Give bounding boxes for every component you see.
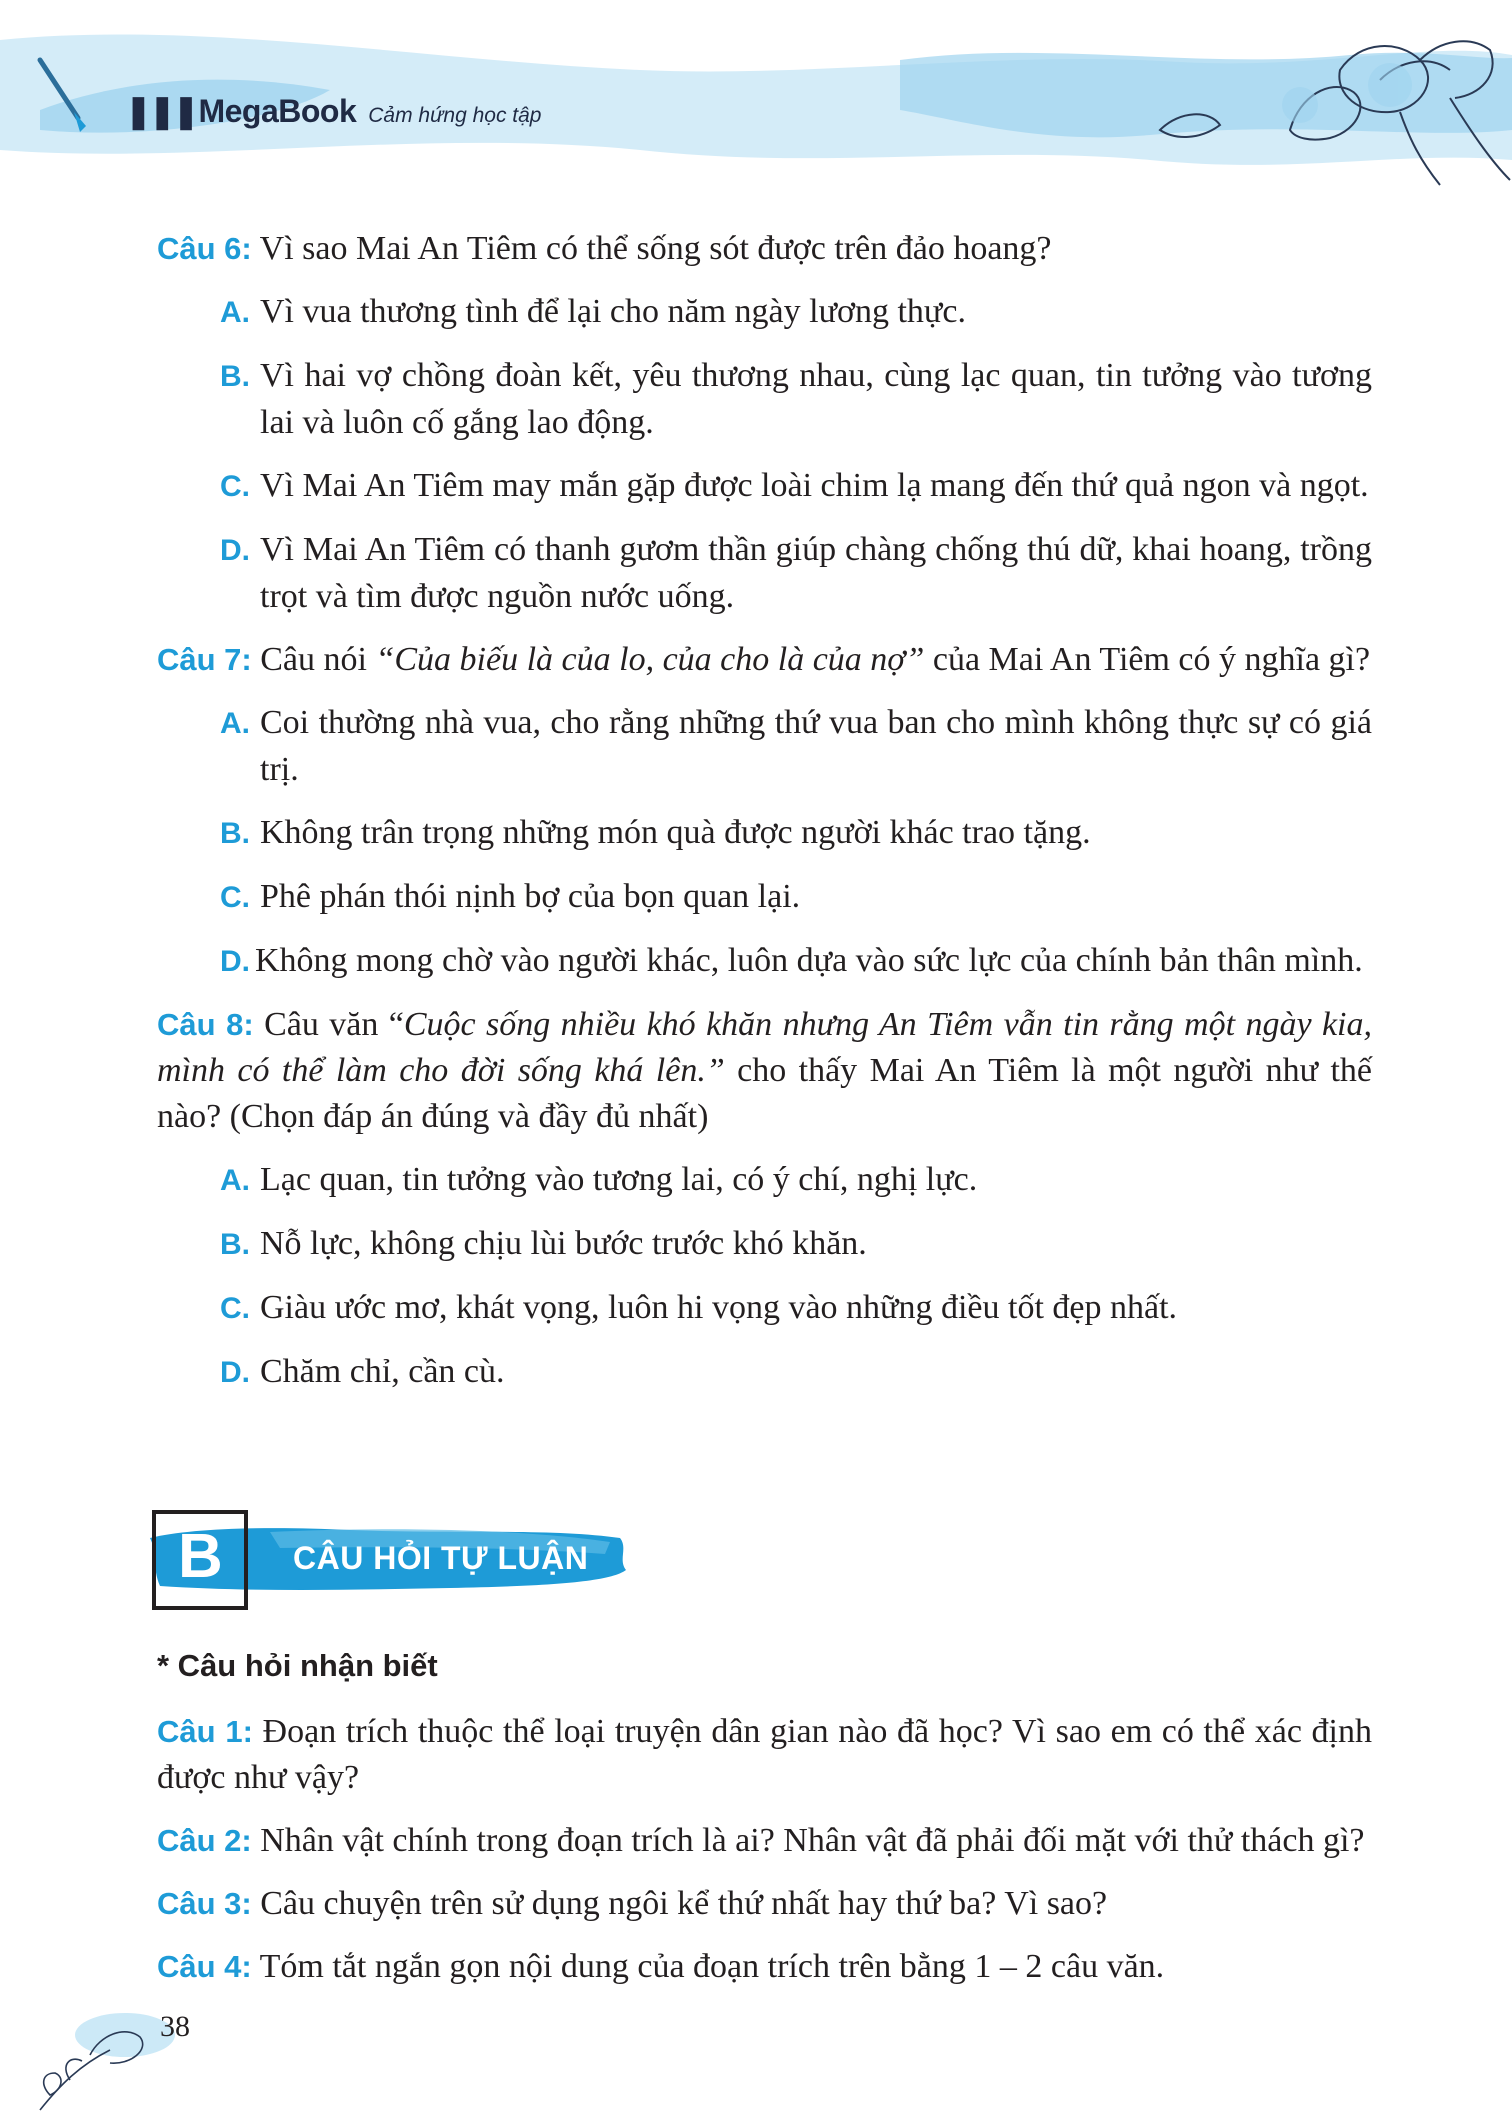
question-6-option-a: A. Vì vua thương tình để lại cho năm ngày lương thực. [220,293,966,330]
question-6-option-d: D. Vì Mai An Tiêm có thanh gươm thần giúp chàng chống thú dữ, khai hoang, trồng trọt và tìm được nguồn nước uống. [220,531,1372,615]
essay-question-2: Câu 2: Nhân vật chính trong đoạn trích là ai? Nhân vật đã phải đối mặt với thử thách gì? [157,1822,1365,1859]
brand-logo: ❚❚❚MegaBook [125,93,357,129]
section-b-letter: B [178,1522,223,1591]
essay-questions-section [157,1643,1372,2007]
question-8-option-a: A. Lạc quan, tin tưởng vào tương lai, có ý chí, nghị lực. [220,1161,978,1198]
page-number: 38 [160,2010,190,2043]
essay-question-3: Câu 3: Câu chuyện trên sử dụng ngôi kể thứ nhất hay thứ ba? Vì sao? [157,1885,1108,1922]
brand [125,92,541,130]
question-7-option-c: C. Phê phán thói nịnh bợ của bọn quan lại. [220,878,801,915]
question-7: Câu 7: Câu nói “Của biếu là của lo, của cho là của nợ” của Mai An Tiêm có ý nghĩa gì? [157,641,1371,678]
question-6-option-c: C. Vì Mai An Tiêm may mắn gặp được loài chim lạ mang đến thứ quả ngon và ngọt. [220,467,1369,504]
question-7-option-b: B. Không trân trọng những món quà được người khác trao tặng. [220,814,1091,851]
recognition-subheading: * Câu hỏi nhận biết [157,1648,438,1683]
brand-tagline: Cảm hứng học tập [368,104,542,127]
question-6-option-b: B. Vì hai vợ chồng đoàn kết, yêu thương nhau, cùng lạc quan, tin tưởng vào tương lai và luôn cố gắng lao động. [220,357,1372,441]
question-8-option-d: D. Chăm chỉ, cần cù. [220,1353,505,1390]
question-7-option-a: A. Coi thường nhà vua, cho rằng những thứ vua ban cho mình không thực sự có giá trị. [220,704,1372,788]
question-8: Câu 8: Câu văn “Cuộc sống nhiều khó khăn nhưng An Tiêm vẫn tin rằng một ngày kia, mình có thể làm cho đời sống khá lên.” cho thấy Mai An Tiêm là một người như thế nào? (Chọn đáp án đúng và đầy đủ nhất) [157,1006,1372,1135]
essay-question-1: Câu 1: Đoạn trích thuộc thể loại truyện dân gian nào đã học? Vì sao em có thể xác định được như vậy? [157,1713,1373,1796]
question-8-option-b: B. Nỗ lực, không chịu lùi bước trước khó khăn. [220,1225,867,1262]
question-6: Câu 6: Vì sao Mai An Tiêm có thể sống sót được trên đảo hoang? [157,230,1052,267]
section-b-title: CÂU HỎI TỰ LUẬN [293,1540,589,1576]
essay-question-4: Câu 4: Tóm tắt ngắn gọn nội dung của đoạn trích trên bằng 1 – 2 câu văn. [157,1948,1165,1985]
question-7-option-d: D. Không mong chờ vào người khác, luôn dựa vào sức lực của chính bản thân mình. [220,942,1363,979]
multiple-choice-section [157,226,1372,1413]
section-b-banner [150,1508,630,1612]
question-8-option-c: C. Giàu ước mơ, khát vọng, luôn hi vọng vào những điều tốt đẹp nhất. [220,1289,1178,1326]
